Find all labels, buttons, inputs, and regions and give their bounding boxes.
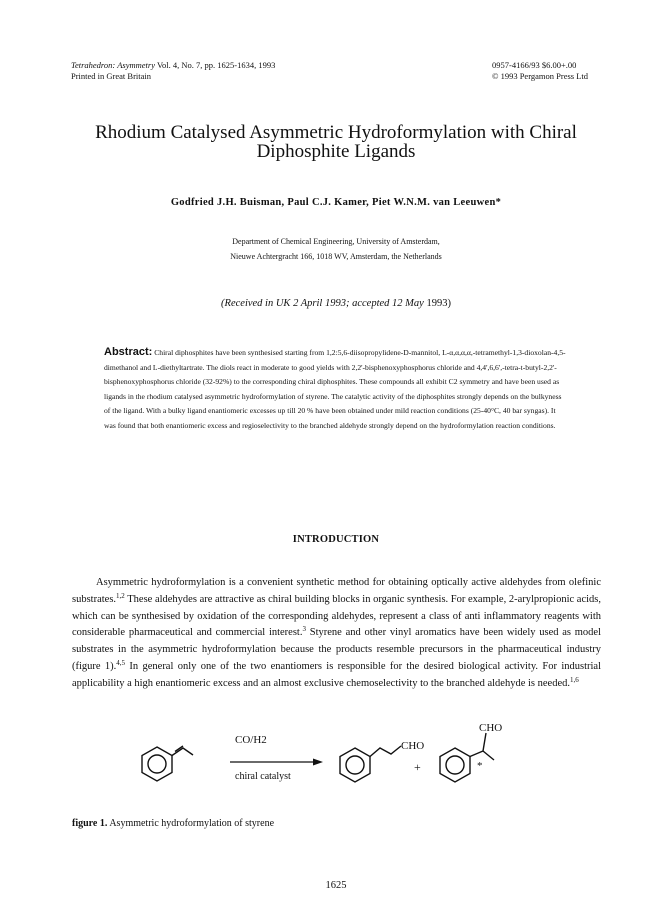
reagent-label xyxy=(235,734,267,746)
received-post: 1993) xyxy=(426,298,451,309)
reagent-text: CO/H2 xyxy=(235,734,267,746)
issn-price: 0957-4166/93 $6.00+.00 xyxy=(492,60,577,70)
styrene-structure xyxy=(142,746,193,781)
journal-name: Tetrahedron: Asymmetry xyxy=(71,60,155,70)
branched-aldehyde-structure xyxy=(440,733,494,782)
printed-in: Printed in Great Britain xyxy=(71,71,152,81)
affiliation-line-2: Nieuwe Achtergracht 166, 1018 WV, Amsterdam, the Netherlands xyxy=(230,252,442,261)
received-date: 2 April 1993; xyxy=(293,298,350,309)
abstract-label: Abstract: xyxy=(104,346,153,358)
title-line-2: Diphosphite Ligands xyxy=(256,141,416,162)
intro-paragraph xyxy=(72,575,601,693)
running-header-right xyxy=(492,60,588,82)
running-header-left xyxy=(71,60,275,82)
affiliation xyxy=(40,234,632,264)
stereocenter-mark: * xyxy=(477,760,483,772)
received-dates xyxy=(40,298,632,309)
intro-sentence-1: Asymmetric hydroformylation is a convenient synthetic method for obtaining optically active aldehydes from olefinic substrates. xyxy=(72,577,601,605)
product1-group: CHO xyxy=(401,740,425,752)
condition-label: chiral catalyst xyxy=(235,771,291,782)
intro-sentence-2: These aldehydes are attractive as chiral building blocks in organic synthesis. For example, 2-arylpropionic acids, which can be synthesised by oxidation of the corresponding aldehydes, represent a class of anti inflammatory reagents with considerable pharmaceutical and commercial interest. xyxy=(72,593,601,639)
citation-ref: 3 xyxy=(302,625,306,634)
citation-ref: 1,2 xyxy=(116,591,125,600)
citation-ref: 1,6 xyxy=(570,675,579,684)
figure-caption-text: Asymmetric hydroformylation of styrene xyxy=(109,818,275,829)
authors: Godfried J.H. Buisman, Paul C.J. Kamer, Piet W.N.M. van Leeuwen* xyxy=(170,197,502,208)
accepted-date: 12 May xyxy=(392,298,424,309)
linear-aldehyde-structure xyxy=(340,746,401,782)
affiliation-line-1: Department of Chemical Engineering, University of Amsterdam, xyxy=(232,237,440,246)
section-heading: INTRODUCTION xyxy=(292,534,380,545)
intro-sentence-4: In general only one of the two enantiomers is responsible for the desired biological activity. For industrial applicability a high enantiomeric excess and an almost exclusive chemoselectivity to the branched aldehyde is needed. xyxy=(72,660,601,689)
citation-ref: 4,5 xyxy=(116,658,126,667)
paper-title xyxy=(40,123,632,161)
intro-sentence-3: Styrene and other vinyl aromatics have been widely used as model substrates in the asymmetric hydroformylation because the products resemble precursors in the pharmaceutical industry (figure 1). xyxy=(72,627,602,672)
plus-sign: + xyxy=(414,760,421,774)
figure-label: figure 1. xyxy=(72,818,108,829)
title-line-1: Rhodium Catalysed Asymmetric Hydroformylation with Chiral xyxy=(95,122,577,143)
received-pre: (Received in UK xyxy=(221,298,291,309)
accepted-label: accepted xyxy=(352,298,390,309)
reaction-arrow xyxy=(230,734,323,782)
page-number: 1625 xyxy=(325,880,347,891)
product2-group: CHO xyxy=(479,724,503,734)
abstract-text: Chiral diphosphites have been synthesised starting from 1,2:5,6-diisopropylidene-D-mannitol, L-α,α,α,α,-tetramethyl-1,3-dioxolan-4,5-dimethanol and L-diethyltartrate. The diols react in moderate to good yields with 2,2'-bisphenoxyphosphorus chloride and 4,4',6,6',-tetra-t-butyl-2,2'-bisphenoxyphosphorus chloride (32-92%) to the corresponding chiral diphosphites. These compounds all exhibit C2 symmetry and have been used as ligands in the rhodium catalysed asymmetric hydroformylation of styrene. The catalytic activity of the diphosphites strongly depends on the bulkyness of the ligand. With a bulky ligand enantiomeric excesses up till 20 % have been obtained under mild reaction conditions (25-40°C, 40 bar syngas). It was found that both enantiomeric excess and regioselectivity to the branched aldehyde strongly depend on the hydroformylation reaction conditions. xyxy=(104,348,566,430)
figure-caption xyxy=(72,818,274,829)
abstract xyxy=(104,345,569,433)
copyright: © 1993 Pergamon Press Ltd xyxy=(492,71,589,81)
citation: Vol. 4, No. 7, pp. 1625-1634, 1993 xyxy=(156,60,276,70)
